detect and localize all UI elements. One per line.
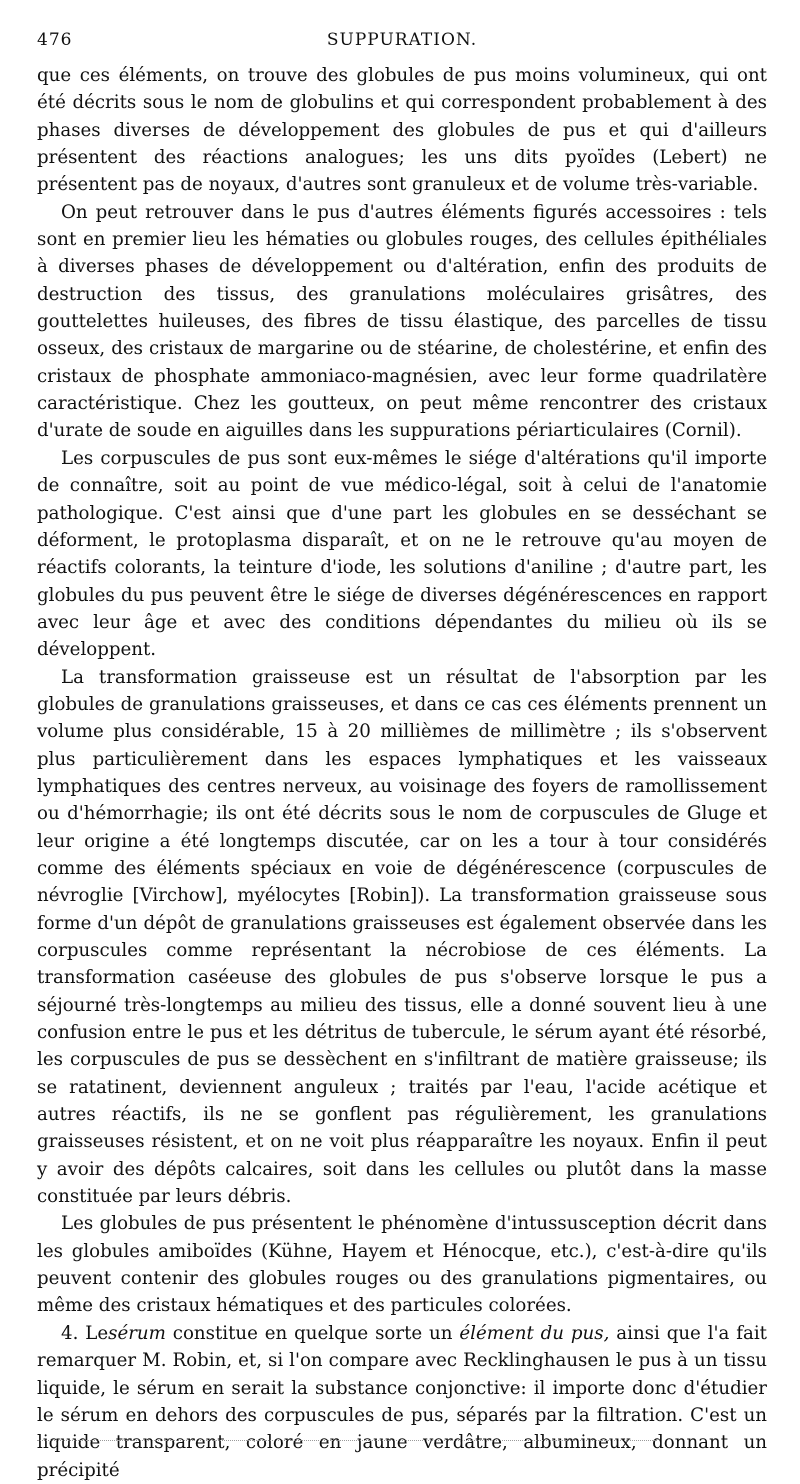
serum-mid: constitue en quelque sorte un <box>172 1322 453 1344</box>
body-text <box>37 62 767 1484</box>
serum-lead: Le <box>85 1322 109 1344</box>
paragraph-alterations: Les corpuscules de pus sont eux-mêmes le siége d'altérations qu'il importe de connaître, soit au point de vue médico-légal, soit à celui de l'anatomie pathologique. C'est ainsi que d'une part les globules en se desséchant se déforment, le protoplasma disparaît, et on ne le retrouve qu'au moyen de réactifs colorants, la teinture d'iode, les solutions d'aniline ; d'autre part, les globules du pus peuvent être le siége de diverses dégénérescences en rapport avec leur âge et avec des conditions dépendantes du milieu où ils se développent. <box>37 447 767 661</box>
running-title: SUPPURATION. <box>326 30 478 50</box>
paragraph-intussusception: Les globules de pus présentent le phénomène d'intussusception décrit dans les globules amiboïdes (Kühne, Hayem et Hénocque, etc.), c'est-à-dire qu'ils peuvent contenir des globules rouges ou des granulations pigmentaires, ou même des cristaux hématiques et des particules colorées. <box>37 1213 767 1317</box>
book-page <box>37 30 767 1484</box>
page-number: 476 <box>37 30 73 50</box>
paragraph-fatty-transformation: La transformation graisseuse est un résultat de l'absorption par les globules de granulations graisseuses, et dans ce cas ces éléments prennent un volume plus considérable, 15 à 20 millièmes de millimètre ; ils s'observent plus particulièrement dans les espaces lymphatiques et les vaisseaux lymphatiques des centres nerveux, au voisinage des foyers de ramollissement ou d'hémorrhagie; ils ont été décrits sous le nom de corpuscules de Gluge et leur origine a été longtemps discutée, car on les a tour à tour considérés comme des éléments spéciaux en voie de dégénérescence (corpuscules de névroglie [Virchow], myélocytes [Robin]). La transformation graisseuse sous forme d'un dépôt de granulations graisseuses est également observée dans les corpuscules comme représentant la nécrobiose de ces éléments. La transformation caséeuse des globules de pus s'observe lorsque le pus a séjourné très-longtemps au milieu des tissus, elle a donné souvent lieu à une confusion entre le pus et les détritus de tubercule, le sérum ayant été résorbé, les corpuscules de pus se dessèchent en s'infiltrant de matière graisseuse; ils se ratatinent, deviennent anguleux ; traités par l'eau, l'acide acétique et autres réactifs, ils ne se gonflent pas régulièrement, les granulations graisseuses résistent, et on ne voit plus réapparaître les noyaux. Enfin il peut y avoir des dépôts calcaires, soit dans les cellules ou plutôt dans la masse constituée par leurs débris. <box>37 666 767 1208</box>
serum-term: sérum <box>108 1322 166 1344</box>
paragraph-serum <box>37 1320 767 1484</box>
paragraph-continued: que ces éléments, on trouve des globules de pus moins volumineux, qui ont été décrits sous le nom de globulins et qui correspondent probablement à des phases diverses de développement des globules de pus et qui d'ailleurs présentent des réactions analogues; les uns dits pyoïdes (Lebert) ne présentent pas de noyaux, d'autres sont granuleux et de volume très-variable. <box>37 65 767 196</box>
serum-term-2: élément du pus, <box>459 1322 610 1344</box>
footer-rule <box>37 1440 657 1441</box>
serum-rest: ainsi que l'a fait remarquer M. Robin, et, si l'on compare avec Recklinghausen le pus à un tissu liquide, le sérum en serait la substance conjonctive: il importe donc d'étudier le sérum en dehors des corpuscules de pus, séparés par la filtration. C'est un liquide transparent, coloré en jaune verdâtre, albumineux, donnant un précipité <box>37 1322 767 1481</box>
running-head <box>37 30 767 58</box>
paragraph-accessory-elements: On peut retrouver dans le pus d'autres éléments figurés accessoires : tels sont en premier lieu les hématies ou globules rouges, des cellules épithéliales à diverses phases de développement ou d'altération, enfin des produits de destruction des tissus, des granulations moléculaires grisâtres, des gouttelettes huileuses, des fibres de tissu élastique, des parcelles de tissu osseux, des cristaux de margarine ou de stéarine, de cholestérine, et enfin des cristaux de phosphate ammoniaco-magnésien, avec leur forme quadrilatère caractéristique. Chez les goutteux, on peut même rencontrer des cristaux d'urate de soude en aiguilles dans les suppurations périarticulaires (Cornil). <box>37 201 767 442</box>
section-number: 4. <box>61 1322 79 1344</box>
